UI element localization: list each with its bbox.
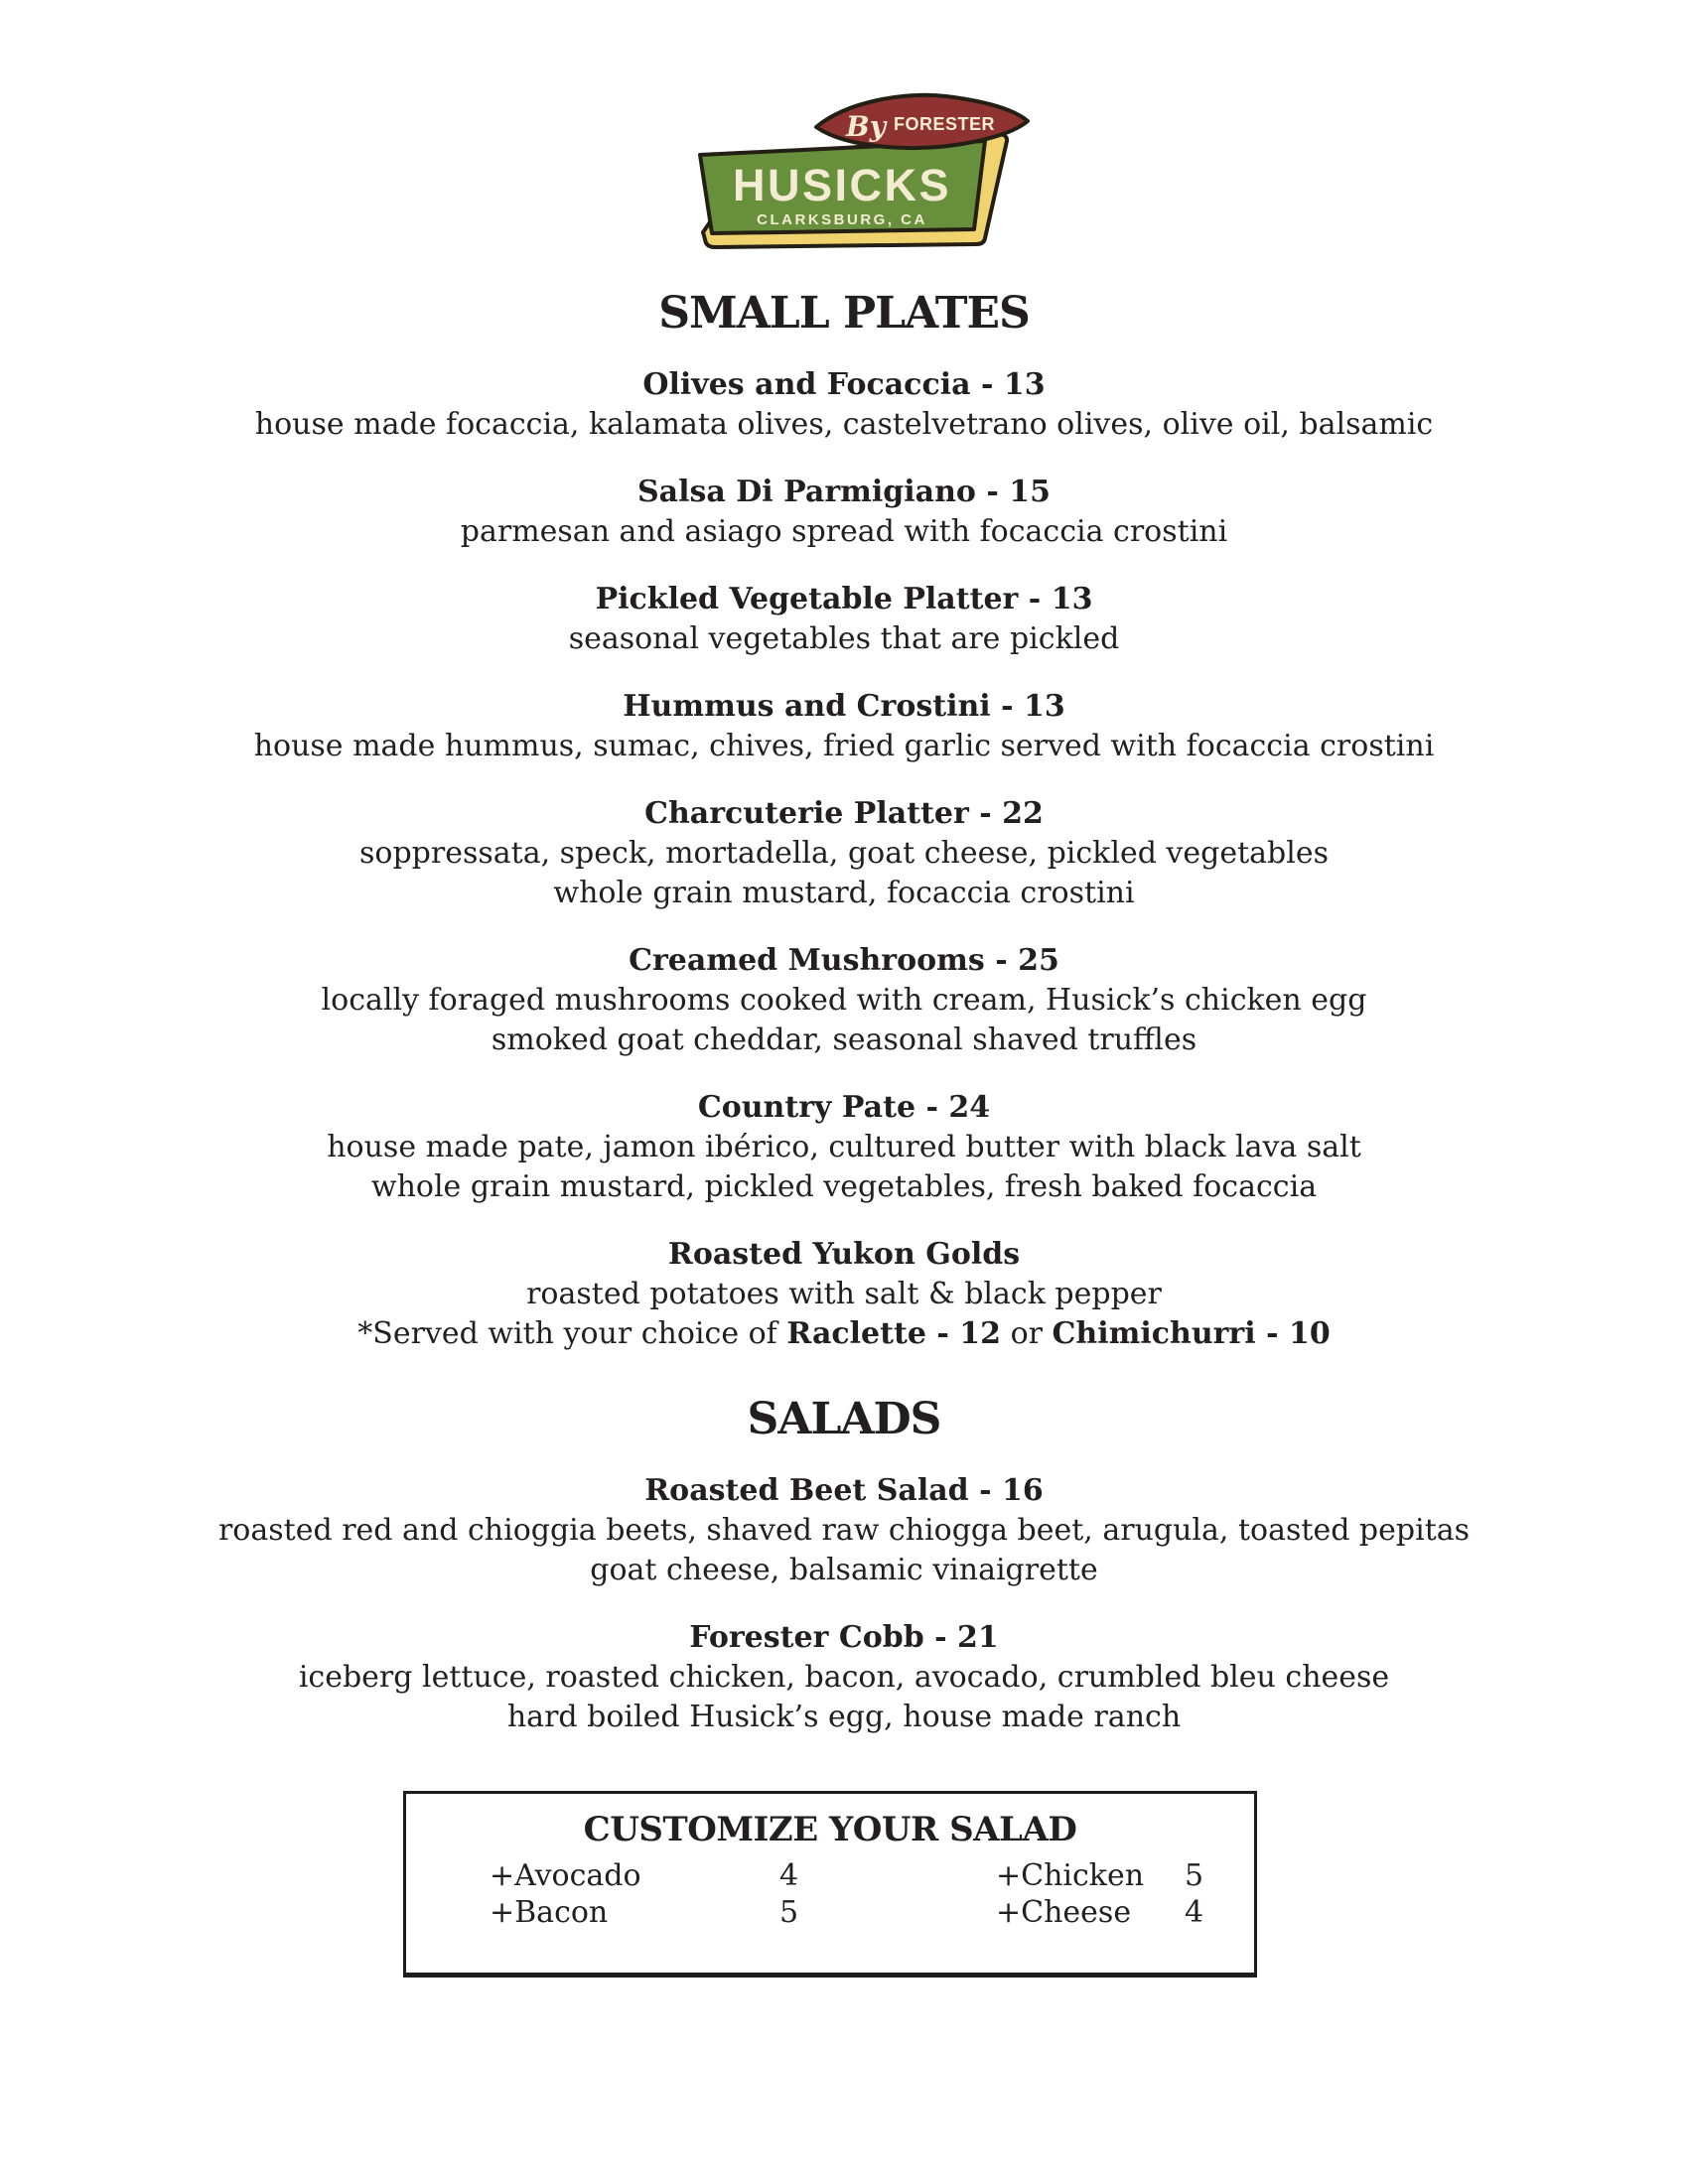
menu-item-salsa — [0, 473, 1688, 552]
menu-item-roasted-beet-salad — [0, 1471, 1688, 1590]
item-desc: smoked goat cheddar, seasonal shaved truffles — [491, 1023, 1197, 1057]
item-title: Pickled Vegetable Platter - 13 — [595, 582, 1093, 616]
item-title: Charcuterie Platter - 22 — [644, 796, 1044, 831]
menu-item-country-pate — [0, 1088, 1688, 1207]
item-desc: parmesan and asiago spread with focaccia crostini — [460, 514, 1228, 549]
item-title: Olives and Focaccia - 13 — [642, 367, 1046, 402]
addon-price: 4 — [1185, 1895, 1204, 1930]
item-title: Creamed Mushrooms - 25 — [629, 943, 1059, 978]
item-desc: whole grain mustard, focaccia crostini — [553, 876, 1135, 910]
note-conjunction: or — [1001, 1316, 1053, 1351]
item-desc: locally foraged mushrooms cooked with cream, Husick’s chicken egg — [321, 983, 1367, 1018]
note-option-raclette: Raclette - 12 — [786, 1316, 1002, 1351]
customize-salad-box — [403, 1791, 1257, 1978]
husicks-logo-art — [693, 89, 1031, 256]
husicks-logo — [693, 89, 1031, 256]
addon-label: +Cheese — [996, 1895, 1132, 1930]
item-desc: seasonal vegetables that are pickled — [568, 621, 1120, 656]
addon-price: 5 — [1185, 1858, 1204, 1893]
item-title: Roasted Yukon Golds — [667, 1237, 1021, 1272]
item-desc: iceberg lettuce, roasted chicken, bacon, avocado, crumbled bleu cheese — [298, 1660, 1390, 1695]
note-option-chimichurri: Chimichurri - 10 — [1052, 1316, 1331, 1351]
customize-box-grid — [406, 1857, 1254, 1931]
item-desc: goat cheese, balsamic vinaigrette — [590, 1553, 1098, 1587]
logo-location-text: CLARKSBURG, CA — [757, 211, 927, 228]
menu-item-olives — [0, 365, 1688, 445]
logo-brand-text: HUSICKS — [732, 160, 952, 210]
item-desc: soppressata, speck, mortadella, goat cheese, pickled vegetables — [359, 836, 1329, 871]
item-desc: roasted potatoes with salt & black pepper — [526, 1277, 1162, 1311]
menu-item-pickled-vegetable — [0, 580, 1688, 659]
item-title: Roasted Beet Salad - 16 — [644, 1473, 1044, 1508]
note-prefix: *Served with your choice of — [357, 1316, 787, 1351]
item-title: Hummus and Crostini - 13 — [623, 689, 1065, 724]
addon-label: +Bacon — [490, 1895, 609, 1930]
addon-price: 5 — [779, 1895, 799, 1930]
menu-item-charcuterie — [0, 794, 1688, 913]
section-heading-salads: SALADS — [747, 1394, 941, 1444]
menu-item-hummus — [0, 687, 1688, 766]
addon-price: 4 — [779, 1858, 799, 1893]
item-title: Salsa Di Parmigiano - 15 — [637, 475, 1051, 509]
addon-label: +Chicken — [996, 1858, 1145, 1893]
item-desc: whole grain mustard, pickled vegetables, fresh baked focaccia — [370, 1169, 1318, 1204]
item-desc: roasted red and chioggia beets, shaved raw chiogga beet, arugula, toasted pepitas — [217, 1513, 1471, 1548]
menu-item-creamed-mushrooms — [0, 941, 1688, 1060]
menu-item-yukon-golds — [0, 1235, 1688, 1354]
section-heading-small-plates: SMALL PLATES — [658, 288, 1030, 339]
item-desc: house made focaccia, kalamata olives, castelvetrano olives, olive oil, balsamic — [254, 407, 1434, 442]
customize-box-heading: CUSTOMIZE YOUR SALAD — [583, 1810, 1077, 1849]
item-desc: house made hummus, sumac, chives, fried garlic served with focaccia crostini — [253, 729, 1435, 763]
item-note — [0, 1314, 1688, 1354]
addon-label: +Avocado — [490, 1858, 641, 1893]
item-desc: house made pate, jamon ibérico, cultured butter with black lava salt — [327, 1130, 1361, 1164]
logo-forester-text: FORESTER — [893, 114, 996, 134]
logo-by-text: By — [846, 110, 886, 143]
item-title: Forester Cobb - 21 — [689, 1620, 999, 1655]
item-title: Country Pate - 24 — [697, 1090, 991, 1125]
item-desc: hard boiled Husick’s egg, house made ranch — [506, 1700, 1182, 1734]
menu-item-forester-cobb — [0, 1618, 1688, 1737]
